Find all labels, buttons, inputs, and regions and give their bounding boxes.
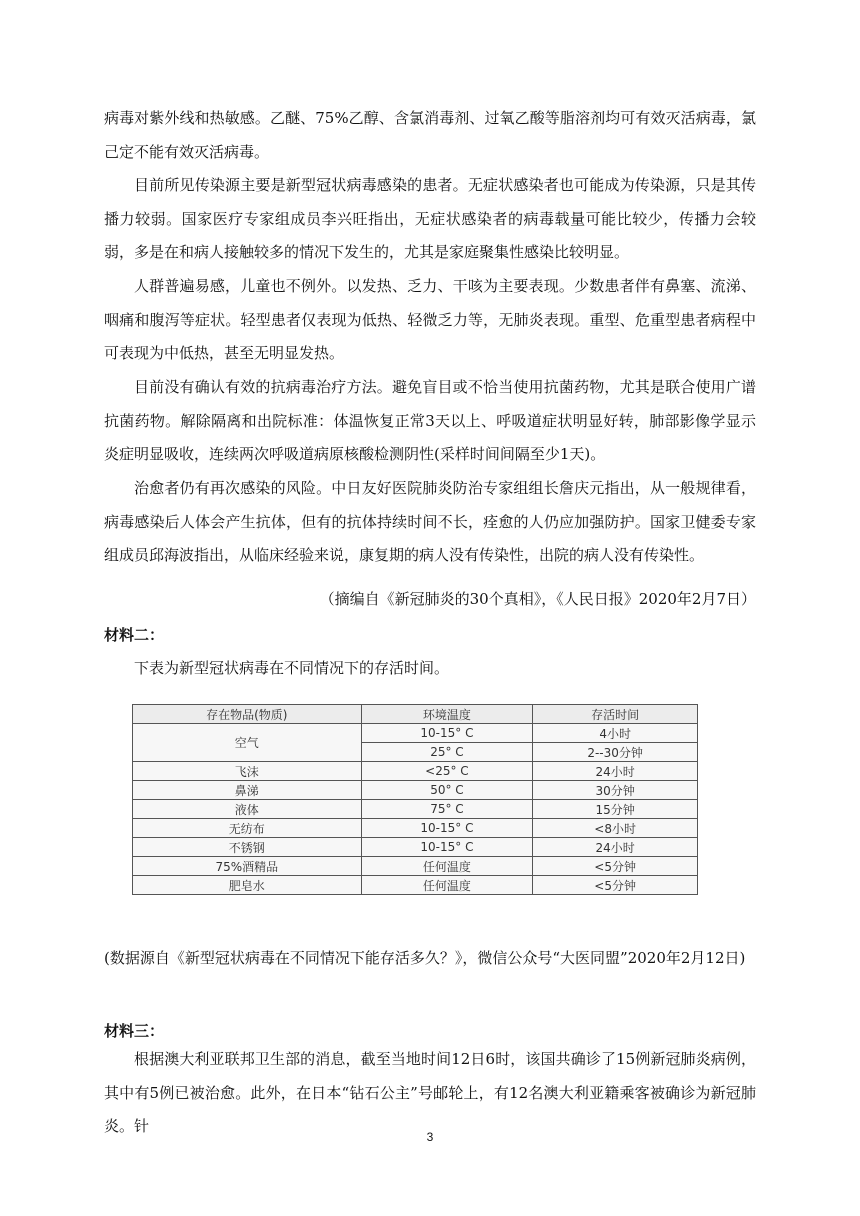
paragraph-infection-source: 目前所见传染源主要是新型冠状病毒感染的患者。无症状感染者也可能成为传染源，只是其传播力较弱。国家医疗专家组成员李兴旺指出，无症状感染者的病毒载量可能比较少，传播力会较弱，多是在和病人接触较多的情况下发生的，尤其是家庭聚集性感染比较明显。 <box>104 176 756 261</box>
cell-survival-time: 24小时 <box>533 762 698 781</box>
cell-survival-time: 15分钟 <box>533 800 698 819</box>
header-temperature: 环境温度 <box>361 705 533 724</box>
cell-item: 鼻涕 <box>133 781 362 800</box>
material-one-source: （摘编自《新冠肺炎的30个真相》，《人民日报》2020年2月7日） <box>319 590 756 608</box>
paragraph-symptoms: 人群普遍易感，儿童也不例外。以发热、乏力、干咳为主要表现。少数患者伴有鼻塞、流涕、咽痛和腹泻等症状。轻型患者仅表现为低热、轻微乏力等，无肺炎表现。重型、危重型患者病程中可表现为中低热，甚至无明显发热。 <box>104 277 756 362</box>
header-survival-time: 存活时间 <box>533 705 698 724</box>
table-row <box>133 724 698 743</box>
cell-temperature: 任何温度 <box>361 876 533 895</box>
material-two-intro: 下表为新型冠状病毒在不同情况下的存活时间。 <box>134 659 450 677</box>
survival-time-table <box>132 704 698 895</box>
header-item: 存在物品(物质) <box>133 705 362 724</box>
cell-item: 75%酒精品 <box>133 857 362 876</box>
cell-survival-time: 24小时 <box>533 838 698 857</box>
cell-item: 飞沫 <box>133 762 362 781</box>
cell-item: 无纺布 <box>133 819 362 838</box>
cell-item: 空气 <box>133 724 362 762</box>
cell-item: 肥皂水 <box>133 876 362 895</box>
cell-temperature: 10-15° C <box>361 838 533 857</box>
paragraph-treatment: 目前没有确认有效的抗病毒治疗方法。避免盲目或不恰当使用抗菌药物，尤其是联合使用广谱抗菌药物。解除隔离和出院标准：体温恢复正常3天以上、呼吸道症状明显好转，肺部影像学显示炎症明显吸收，连续两次呼吸道病原核酸检测阴性(采样时间间隔至少1天)。 <box>104 378 756 463</box>
cell-temperature: 任何温度 <box>361 857 533 876</box>
table-row <box>133 762 698 781</box>
table-row <box>133 857 698 876</box>
material-three-heading: 材料三： <box>104 1022 165 1040</box>
material-two-source: (数据源自《新型冠状病毒在不同情况下能存活多久？》，微信公众号“大医同盟”2020年2月12日) <box>104 949 746 967</box>
cell-survival-time: <8小时 <box>533 819 698 838</box>
table-row <box>133 781 698 800</box>
cell-survival-time: 2--30分钟 <box>533 743 698 762</box>
material-two-heading: 材料二： <box>104 626 165 644</box>
cell-temperature: 75° C <box>361 800 533 819</box>
cell-temperature: 25° C <box>361 743 533 762</box>
table-row <box>133 819 698 838</box>
paragraph-reinfection: 治愈者仍有再次感染的风险。中日友好医院肺炎防治专家组组长詹庆元指出，从一般规律看，病毒感染后人体会产生抗体，但有的抗体持续时间不长，痊愈的人仍应加强防护。国家卫健委专家组成员邱海波指出，从临床经验来说，康复期的病人没有传染性，出院的病人没有传染性。 <box>104 479 756 564</box>
cell-temperature: 10-15° C <box>361 819 533 838</box>
cell-item: 不锈钢 <box>133 838 362 857</box>
cell-temperature: <25° C <box>361 762 533 781</box>
table-row <box>133 838 698 857</box>
page-number: 3 <box>426 1130 434 1144</box>
cell-temperature: 10-15° C <box>361 724 533 743</box>
cell-item: 液体 <box>133 800 362 819</box>
cell-survival-time: 30分钟 <box>533 781 698 800</box>
table-row <box>133 876 698 895</box>
cell-survival-time: 4小时 <box>533 724 698 743</box>
paragraph-virus-sensitivity: 病毒对紫外线和热敏感。乙醚、75%乙醇、含氯消毒剂、过氧乙酸等脂溶剂均可有效灭活病毒，氯己定不能有效灭活病毒。 <box>104 109 756 161</box>
table-header-row <box>133 705 698 724</box>
paragraph-australia: 根据澳大利亚联邦卫生部的消息，截至当地时间12日6时，该国共确诊了15例新冠肺炎病例，其中有5例已被治愈。此外，在日本“钻石公主”号邮轮上，有12名澳大利亚籍乘客被确诊为新冠肺炎。针 <box>104 1050 756 1135</box>
cell-survival-time: <5分钟 <box>533 876 698 895</box>
table-row <box>133 800 698 819</box>
cell-survival-time: <5分钟 <box>533 857 698 876</box>
cell-temperature: 50° C <box>361 781 533 800</box>
